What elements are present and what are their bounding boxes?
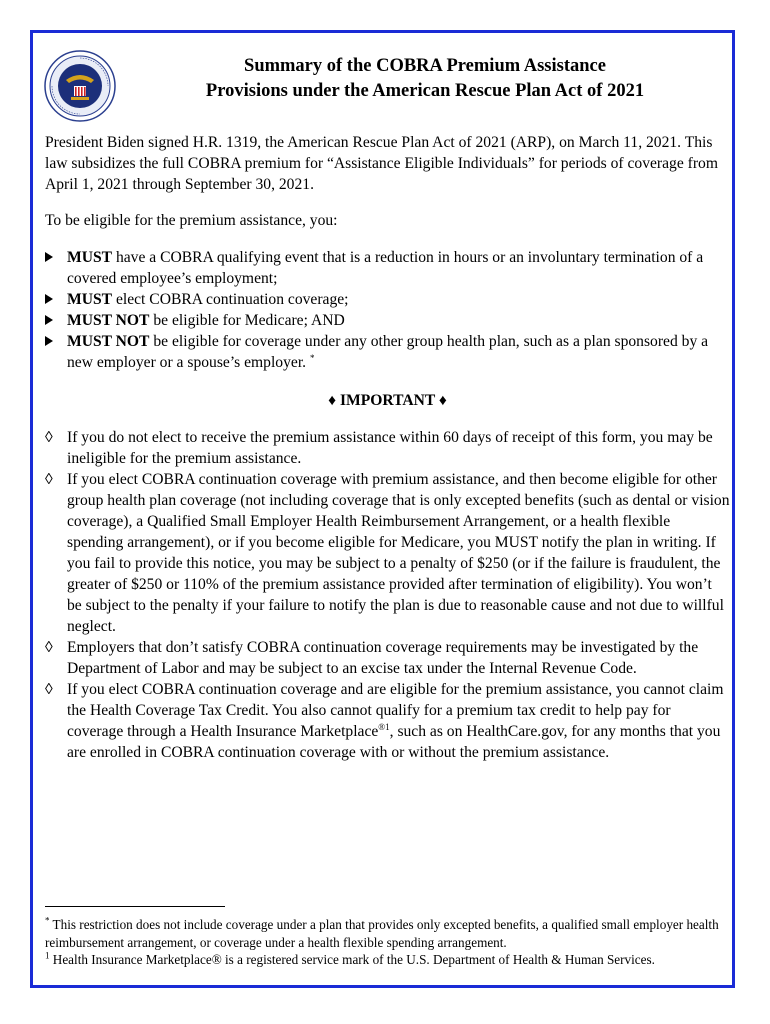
important-text: Employers that don’t satisfy COBRA continuation coverage requirements may be investigated by the Department of Labor and may be subject to an excise tax under the Internal Revenue Code. bbox=[67, 639, 699, 677]
requirement-text: have a COBRA qualifying event that is a reduction in hours or an involuntary termination of a covered employee’s employment; bbox=[67, 249, 704, 287]
list-item bbox=[45, 469, 730, 637]
footnote-mark: 1 bbox=[45, 950, 50, 961]
requirement-keyword: MUST bbox=[67, 291, 113, 308]
footnote-2 bbox=[45, 951, 730, 969]
footnote-text: Health Insurance Marketplace® is a registered service mark of the U.S. Department of Health & Human Services. bbox=[49, 952, 655, 967]
important-text: If you elect COBRA continuation coverage with premium assistance, and then become eligible for other group health plan coverage (not including coverage that is only excepted benefits (such as dental or vision coverage), a Qualified Small Employer Health Reimbursement Arrangement, or a health flexible spending arrangement), or if you become eligible for Medicare, you MUST notify the plan in writing. If you fail to provide this notice, you may be subject to a penalty of $250 (or if the failure is fraudulent, the greater of $250 or 110% of the premium assistance provided after termination of eligibility). You won’t be subject to the penalty if your failure to notify the plan is due to reasonable cause and not due to willful neglect. bbox=[67, 471, 730, 635]
important-text: If you elect COBRA continuation coverage and are eligible for the premium assistance, you cannot claim the Health Coverage Tax Credit. You also cannot qualify for a premium tax credit to help pay for coverage through a Health Insurance Marketplace bbox=[67, 681, 724, 740]
requirement-keyword: MUST bbox=[67, 249, 113, 266]
list-item bbox=[45, 289, 730, 310]
requirement-keyword: MUST NOT bbox=[67, 333, 150, 350]
list-item bbox=[45, 679, 730, 763]
diamond-bullet-icon: ◊ bbox=[45, 471, 53, 488]
list-item bbox=[45, 637, 730, 679]
arrow-bullet-icon bbox=[45, 247, 53, 268]
list-item bbox=[45, 331, 730, 373]
footnote-mark: * bbox=[45, 915, 50, 926]
requirement-text: be eligible for coverage under any other group health plan, such as a plan sponsored by a new employer or a spouse’s employer. bbox=[67, 333, 709, 371]
document-title bbox=[120, 54, 730, 104]
arrow-bullet-icon bbox=[45, 310, 53, 331]
requirement-text: elect COBRA continuation coverage; bbox=[112, 291, 349, 308]
requirement-text: be eligible for Medicare; AND bbox=[149, 312, 345, 329]
list-item bbox=[45, 247, 730, 289]
eligibility-lead: To be eligible for the premium assistance, you: bbox=[45, 212, 338, 229]
diamond-bullet-icon: ◊ bbox=[45, 681, 53, 698]
important-list bbox=[45, 427, 730, 763]
important-text: , such as on HealthCare.gov, for any months that you are enrolled in COBRA continuation coverage with or without the premium assistance. bbox=[67, 723, 721, 761]
diamond-bullet-icon: ◊ bbox=[45, 639, 53, 656]
footnote-marker: * bbox=[309, 352, 315, 363]
footnote-1 bbox=[45, 916, 730, 952]
footnote-divider bbox=[45, 906, 225, 907]
eligibility-list bbox=[45, 247, 730, 373]
footnote-marker: ®1 bbox=[378, 721, 390, 732]
title-line-2: Provisions under the American Rescue Plan Act of 2021 bbox=[205, 81, 645, 101]
requirement-keyword: MUST NOT bbox=[67, 312, 150, 329]
important-text: If you do not elect to receive the premium assistance within 60 days of receipt of this form, you may be ineligible for the premium assistance. bbox=[67, 429, 713, 467]
arrow-bullet-icon bbox=[45, 331, 53, 352]
arrow-bullet-icon bbox=[45, 289, 53, 310]
diamond-bullet-icon: ◊ bbox=[45, 429, 53, 446]
footnote-text: This restriction does not include coverage under a plan that provides only excepted benefits, a qualified small employer health reimbursement arrangement, or coverage under a health flexible spending arrangement. bbox=[45, 917, 719, 950]
intro-paragraph: President Biden signed H.R. 1319, the American Rescue Plan Act of 2021 (ARP), on March 11, 2021. This law subsidizes the full COBRA premium for “Assistance Eligible Individuals” for periods of coverage from April 1, 2021 through September 30, 2021. bbox=[45, 134, 718, 193]
title-line-1: Summary of the COBRA Premium Assistance bbox=[244, 56, 606, 76]
list-item bbox=[45, 427, 730, 469]
department-of-labor-seal-icon bbox=[44, 50, 116, 122]
important-heading: ♦ IMPORTANT ♦ bbox=[328, 392, 447, 409]
list-item bbox=[45, 310, 730, 331]
